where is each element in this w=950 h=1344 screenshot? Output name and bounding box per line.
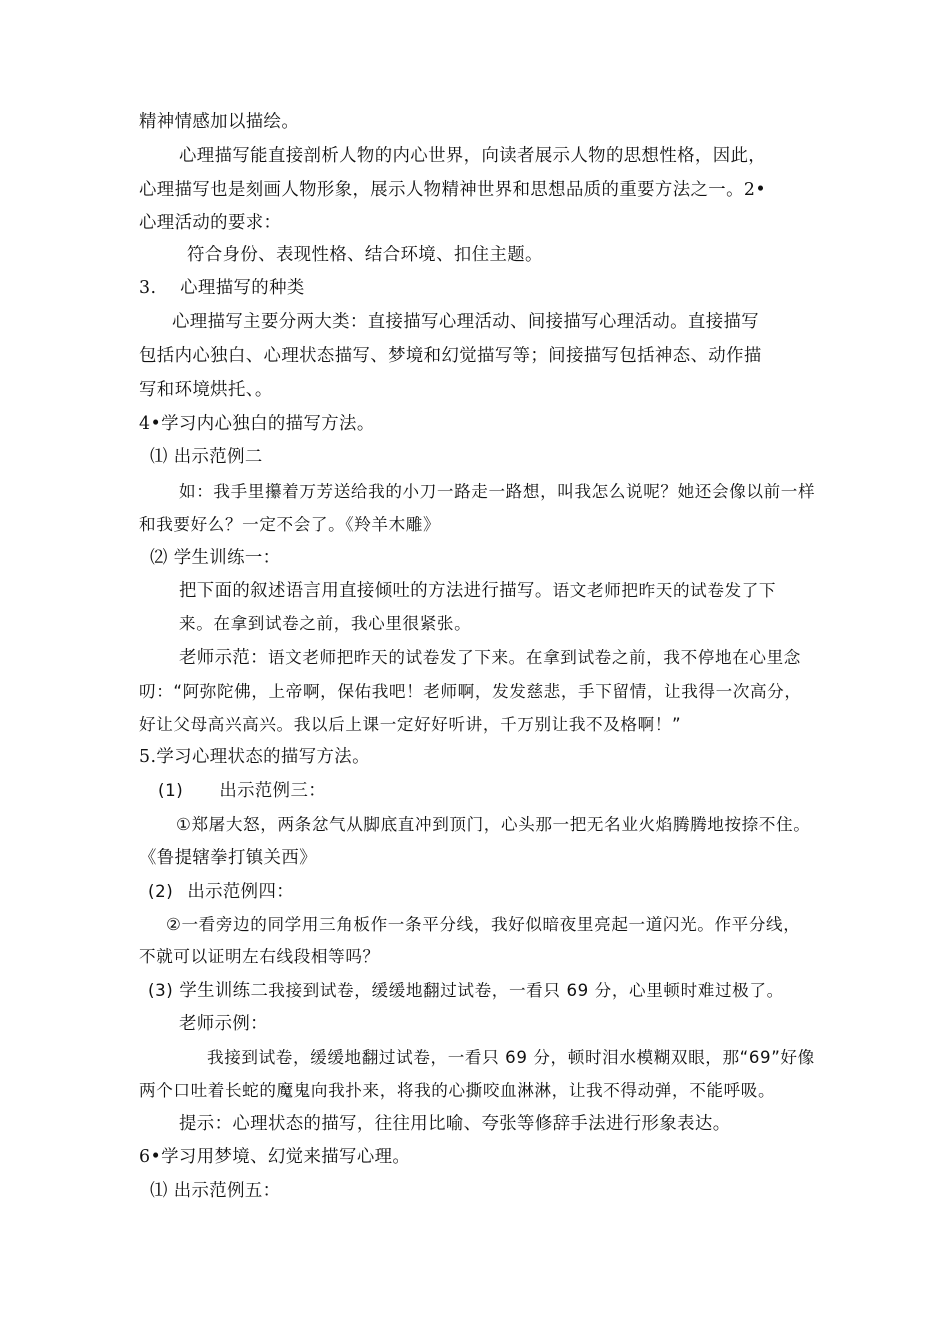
paragraph-line: 心理描写主要分两大类：直接描写心理活动、间接描写心理活动。直接描写 bbox=[172, 312, 760, 332]
paragraph-line: 心理描写能直接剖析人物的内心世界，向读者展示人物的思想性格，因此， bbox=[179, 146, 767, 166]
section-heading: 5.学习心理状态的描写方法。 bbox=[139, 747, 370, 767]
list-item: ⑴ 出示范例五： bbox=[150, 1181, 281, 1201]
example-line: 我接到试卷，缓缓地翻过试卷，一看只 69 分，顿时泪水模糊双眼，那“69”好像 bbox=[207, 1048, 815, 1067]
example-line: 和我要好么？一定不会了。《羚羊木雕》 bbox=[139, 515, 441, 534]
example-line: 如：我手里攥着万芳送给我的小刀一路走一路想，叫我怎么说呢？她还会像以前一样 bbox=[179, 482, 816, 501]
example-line: 两个口吐着长蛇的魔鬼向我扑来，将我的心撕咬血淋淋，让我不得动弹，不能呼吸。 bbox=[139, 1081, 776, 1100]
list-number: (1) bbox=[158, 781, 184, 800]
list-item: ⑵ 学生训练一： bbox=[150, 548, 281, 568]
paragraph-line: 提示：心理状态的描写，往往用比喻、夸张等修辞手法进行形象表达。 bbox=[179, 1114, 731, 1134]
example-line: ②一看旁边的同学用三角板作一条平分线，我好似暗夜里亮起一道闪光。作平分线， bbox=[166, 915, 801, 934]
list-number: (2) bbox=[148, 882, 174, 901]
list-item bbox=[148, 980, 784, 1002]
label-line: 老师示例： bbox=[179, 1014, 268, 1034]
citation-line: 《鲁提辖拳打镇关西》 bbox=[139, 848, 317, 868]
paragraph-line bbox=[179, 580, 776, 602]
paragraph-line: 心理描写也是刻画人物形象，展示人物精神世界和思想品质的重要方法之一。2• bbox=[139, 180, 767, 200]
example-text: 语文老师把昨天的试卷发了下来。在拿到试卷之前，我不停地在心里念 bbox=[267, 648, 801, 667]
example-line: 来。在拿到试卷之前，我心里很紧张。 bbox=[179, 614, 472, 633]
list-item bbox=[158, 780, 326, 802]
paragraph-line: 包括内心独白、心理状态描写、梦境和幻觉描写等；间接描写包括神态、动作描 bbox=[139, 346, 762, 366]
example-text: 语文老师把昨天的试卷发了下 bbox=[552, 581, 777, 600]
section-heading: 3. 心理描写的种类 bbox=[139, 278, 305, 298]
list-label: 学生训练二 bbox=[179, 981, 269, 1001]
label-text: 老师示范： bbox=[179, 648, 268, 668]
paragraph-line: 符合身份、表现性格、结合环境、扣住主题。 bbox=[187, 245, 543, 265]
example-line: ①郑屠大怒，两条忿气从脚底直冲到顶门，心头那一把无名业火焰腾腾地按捺不住。 bbox=[176, 815, 811, 834]
paragraph-line: 心理活动的要求： bbox=[139, 213, 282, 233]
paragraph-line: 写和环境烘托、。 bbox=[139, 380, 273, 400]
list-item: ⑴ 出示范例二 bbox=[150, 447, 263, 467]
section-heading: 6•学习用梦境、幻觉来描写心理。 bbox=[139, 1147, 411, 1167]
list-label: 出示范例四： bbox=[187, 882, 295, 902]
example-text: 我接到试卷，缓缓地翻过试卷，一看只 69 分，心里顿时难过极了。 bbox=[268, 981, 784, 1000]
instruction-text: 把下面的叙述语言用直接倾吐的方法进行描写。 bbox=[179, 581, 553, 601]
section-heading: 4•学习内心独白的描写方法。 bbox=[139, 414, 375, 434]
paragraph-line: 精神情感加以描绘。 bbox=[139, 112, 300, 132]
list-label: 出示范例三： bbox=[219, 781, 327, 801]
example-line: 不就可以证明左右线段相等吗？ bbox=[139, 947, 380, 966]
example-line: 好让父母高兴高兴。我以后上课一定好好听讲，千万别让我不及格啊！” bbox=[139, 715, 682, 734]
paragraph-line bbox=[179, 647, 801, 669]
example-line: 叨：“阿弥陀佛，上帝啊，保佑我吧！老师啊，发发慈悲，手下留情，让我得一次高分， bbox=[139, 682, 802, 701]
list-item bbox=[148, 881, 294, 903]
list-number: (3) bbox=[148, 981, 174, 1000]
